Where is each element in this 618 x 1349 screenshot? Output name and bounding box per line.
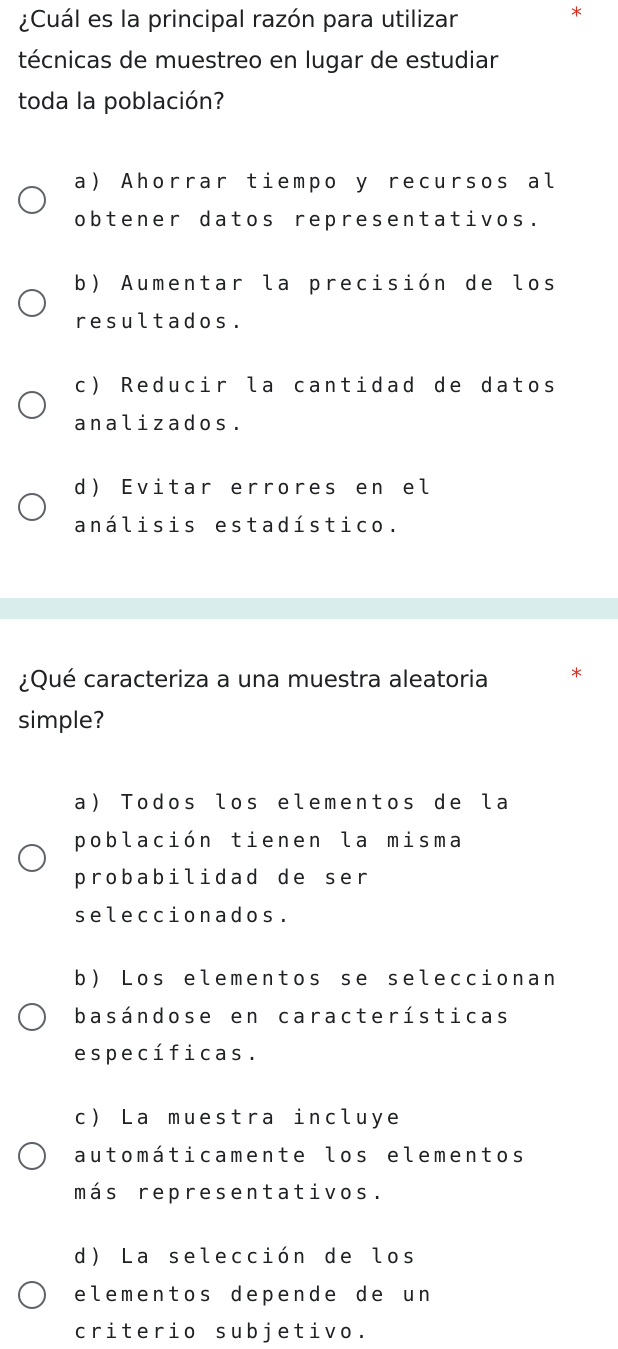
required-asterisk: * bbox=[571, 4, 582, 29]
option-label: d) La selección de los elementos depende de un criterio subjetivo. bbox=[74, 1244, 450, 1343]
radio-button[interactable] bbox=[18, 289, 46, 317]
option-label: b) Aumentar la precisión de los resultados. bbox=[74, 271, 575, 333]
option-label: b) Los elementos se seleccionan basándose en características específicas. bbox=[74, 966, 575, 1065]
question-1-title: ¿Cuál es la principal razón para utilizar técnicas de muestreo en lugar de estudiar toda la población? bbox=[18, 7, 499, 115]
radio-button[interactable] bbox=[18, 493, 46, 521]
option-label: c) Reducir la cantidad de datos analizados. bbox=[74, 373, 575, 435]
radio-button[interactable] bbox=[18, 844, 46, 872]
radio-button[interactable] bbox=[18, 391, 46, 419]
option-label: d) Evitar errores en el análisis estadístico. bbox=[74, 475, 450, 537]
radio-button[interactable] bbox=[18, 1142, 46, 1170]
required-asterisk: * bbox=[571, 665, 582, 690]
radio-button[interactable] bbox=[18, 1003, 46, 1031]
question-2-title: ¿Qué caracteriza a una muestra aleatoria simple? bbox=[18, 667, 489, 734]
option-label: a) Ahorrar tiempo y recursos al obtener datos representativos. bbox=[74, 169, 575, 231]
radio-button[interactable] bbox=[18, 1281, 46, 1309]
section-divider bbox=[0, 598, 618, 619]
option-label: c) La muestra incluye automáticamente los elementos más representativos. bbox=[74, 1105, 544, 1204]
option-label: a) Todos los elementos de la población tienen la misma probabilidad de ser seleccionados. bbox=[74, 790, 528, 927]
radio-button[interactable] bbox=[18, 186, 46, 214]
